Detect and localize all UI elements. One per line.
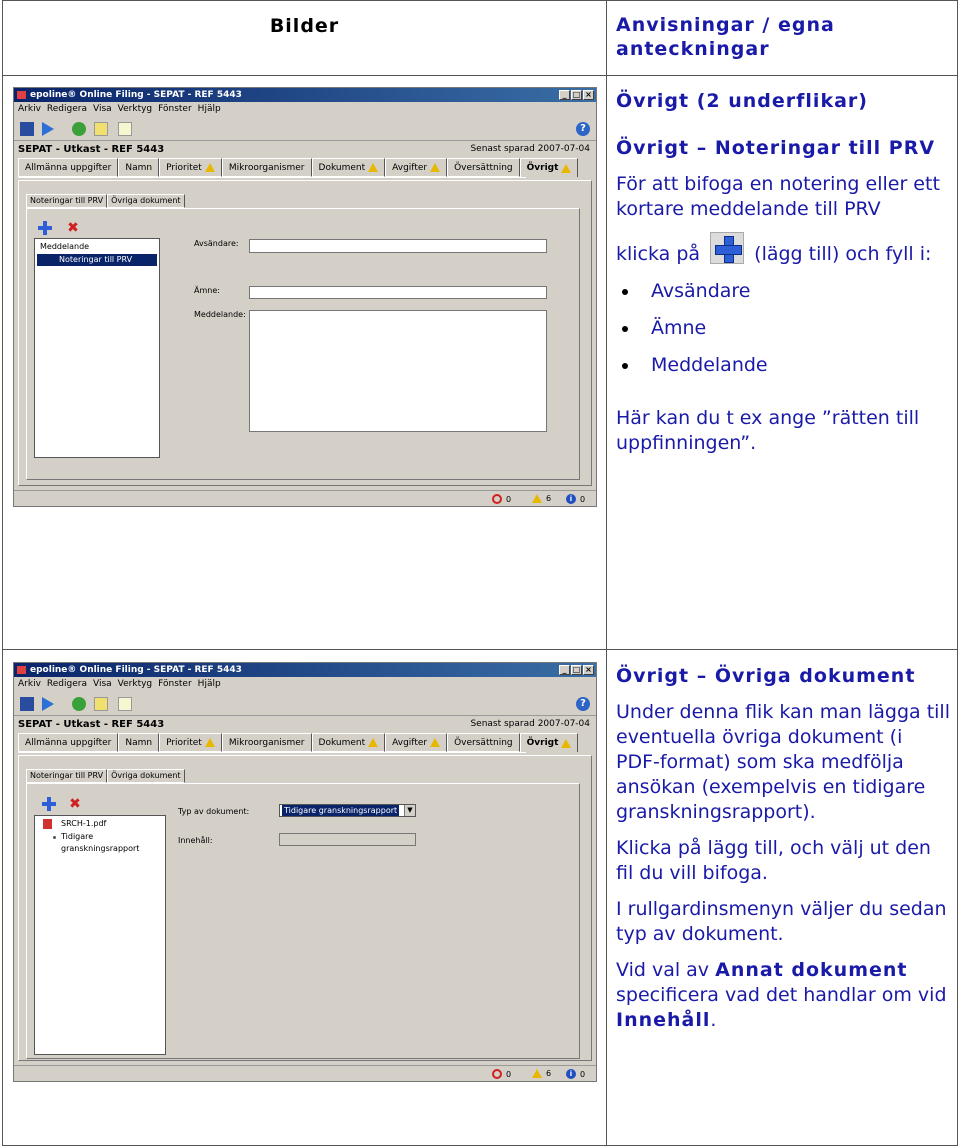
tab-priority[interactable] [159,733,222,752]
bullet-icon [53,836,56,839]
warning-count: 6 [546,1069,552,1078]
app-icon [17,91,26,99]
tab-other[interactable] [520,733,579,752]
tab-name[interactable] [118,158,159,177]
info-count: 0 [580,1069,586,1079]
status-info [566,494,585,504]
delete-icon[interactable]: ✖ [67,220,79,236]
check-icon[interactable] [72,122,86,136]
row1-instructions [616,89,951,456]
error-icon [492,494,502,504]
warning-icon [561,164,571,173]
screenshot-other-docs [13,662,597,1082]
tab-label: Namn [125,737,153,748]
row-divider [3,649,957,650]
tab-other[interactable] [520,158,579,177]
status-errors [492,1069,511,1079]
list-item: Avsändare [616,273,951,310]
tab-microorganisms[interactable] [222,733,312,752]
window-title: epoline® Online Filing - SEPAT - REF 5443 [30,90,242,100]
list-item[interactable]: Noteringar till PRV [37,254,157,266]
minimize-icon[interactable]: _ [559,665,570,675]
edit-icon[interactable] [118,122,132,136]
menu-item[interactable]: Fönster [158,104,192,114]
list-item-label: Tidigare granskningsrapport [61,832,140,853]
subject-label: Ämne: [194,286,220,295]
row1-heading2: Övrigt – Noteringar till PRV [616,137,936,159]
window-buttons [559,665,594,675]
row2-para2: Klicka på lägg till, och välj ut den fil du vill bifoga. [616,837,931,884]
tab-translation[interactable] [447,158,520,177]
close-icon[interactable]: × [583,665,594,675]
saved-date: Senast sparad 2007-07-04 [470,144,590,154]
save-icon[interactable] [20,697,34,711]
statusbar [14,1065,596,1081]
minimize-icon[interactable]: _ [559,90,570,100]
tab-name[interactable] [118,733,159,752]
para4-bold2: Innehåll [616,1009,711,1031]
play-icon[interactable] [42,697,54,711]
click-suffix: (lägg till) och fyll i: [754,243,932,265]
subtab-notes[interactable]: Noteringar till PRV [26,769,107,783]
close-icon[interactable]: × [583,90,594,100]
status-warnings [532,494,551,503]
para4-end: . [710,1009,717,1031]
row1-note: Här kan du t ex ange ”rätten till uppfinningen”. [616,407,920,454]
info-icon: i [566,494,576,504]
window-titlebar [14,663,596,677]
click-prefix: klicka på [616,243,701,265]
window-buttons [559,90,594,100]
subtab-notes[interactable]: Noteringar till PRV [26,194,107,208]
tab-label: Mikroorganismer [228,162,305,173]
add-plus-icon [710,232,744,264]
list-item[interactable]: Meddelande [40,242,90,251]
add-icon[interactable] [38,221,52,235]
warning-icon [430,163,440,172]
tab-microorganisms[interactable] [222,158,312,177]
list-item: Meddelande [616,347,951,384]
info-count: 0 [580,494,586,504]
error-count: 0 [506,494,512,504]
status-warnings [532,1069,551,1078]
message-label: Meddelande: [194,310,246,319]
tab-label: Dokument [318,737,366,748]
warning-icon [532,494,542,503]
menubar [14,678,596,691]
header-images: Bilder [269,15,340,37]
screenshot-notes [13,87,597,507]
warning-icon [532,1069,542,1078]
tab-label: Avgifter [392,162,428,173]
maximize-icon[interactable]: □ [572,665,581,674]
delete-icon[interactable]: ✖ [69,796,81,812]
note-icon[interactable] [94,122,108,136]
tab-general[interactable] [18,733,118,752]
row2-para1: Under denna flik kan man lägga till eventuella övriga dokument (i PDF-format) som ska medfölja ansökan (exempelvis en tidigare granskningsrapport). [616,701,950,823]
main-tabs [18,158,559,178]
notes-list[interactable] [34,238,160,458]
doc-title: SEPAT - Utkast - REF 5443 [18,719,165,730]
tab-label: Namn [125,162,153,173]
tab-label: Mikroorganismer [228,737,305,748]
menu-item[interactable]: Arkiv [18,104,41,114]
tab-label: Dokument [318,162,366,173]
tab-documents[interactable] [312,733,386,752]
doctype-label: Typ av dokument: [178,807,250,816]
play-icon[interactable] [42,122,54,136]
menu-item[interactable]: Redigera [46,679,87,689]
header-instructions: Anvisningar / egna anteckningar [616,14,835,60]
field-list [616,273,951,384]
toolbar [14,117,596,141]
help-icon[interactable]: ? [576,697,590,711]
list-item[interactable] [37,831,163,853]
tab-label: Prioritet [166,162,202,173]
header-divider [3,75,957,76]
error-icon [492,1069,502,1079]
row2-para3: I rullgardinsmenyn väljer du sedan typ av dokument. [616,898,947,945]
add-icon[interactable] [42,797,56,811]
list-item: Ämne [616,310,951,347]
menu-item[interactable]: Verktyg [117,104,153,114]
warning-icon [205,163,215,172]
doctype-selected: Tidigare granskningsrapport [284,806,398,815]
warning-icon [561,739,571,748]
column-divider [606,1,607,1145]
tab-general[interactable] [18,158,118,177]
tab-label: Övrigt [526,738,559,748]
tab-documents[interactable] [312,158,386,177]
info-icon: i [566,1069,576,1079]
warning-icon [205,738,215,747]
check-icon[interactable] [72,697,86,711]
row2-heading: Övrigt – Övriga dokument [616,665,916,687]
para4-bold1: Annat dokument [715,959,908,981]
tab-translation[interactable] [447,733,520,752]
content-label: Innehåll: [178,836,213,845]
tab-label: Övrigt [526,163,559,173]
saved-date: Senast sparad 2007-07-04 [470,719,590,729]
para4-mid: specificera vad det handlar om vid [616,984,947,1006]
tab-label: Översättning [454,162,513,173]
para4-prefix: Vid val av [616,959,710,981]
window-titlebar [14,88,596,102]
subject-input[interactable] [249,286,547,299]
tab-priority[interactable] [159,158,222,177]
menu-item[interactable]: Hjälp [197,104,221,114]
doc-title-bar [14,717,596,731]
warning-count: 6 [546,494,552,503]
save-icon[interactable] [20,122,34,136]
menu-item[interactable]: Arkiv [18,679,41,689]
menu-item[interactable]: Visa [92,679,112,689]
row1-click-text [616,232,951,267]
statusbar [14,490,596,506]
content-input[interactable] [279,833,416,846]
sender-label: Avsändare: [194,239,239,248]
error-count: 0 [506,1069,512,1079]
window-title: epoline® Online Filing - SEPAT - REF 5443 [30,665,242,675]
doctype-select[interactable] [279,804,416,817]
list-item-label: SRCH-1.pdf [61,819,107,828]
list-item[interactable] [37,818,163,830]
warning-icon [368,163,378,172]
tab-label: Allmänna uppgifter [25,162,112,173]
doc-title: SEPAT - Utkast - REF 5443 [18,144,165,155]
tab-label: Allmänna uppgifter [25,737,112,748]
row1-heading1: Övrigt (2 underflikar) [616,90,868,112]
menubar [14,103,596,116]
status-errors [492,494,511,504]
sub-tabs [26,769,185,783]
warning-icon [368,738,378,747]
status-info [566,1069,585,1079]
row2-para4 [616,958,951,1033]
subtab-other-docs[interactable]: Övriga dokument [107,769,184,783]
row1-intro: För att bifoga en notering eller ett kortare meddelande till PRV [616,173,940,220]
subtab-other-docs[interactable]: Övriga dokument [107,194,184,208]
tab-fees[interactable] [385,158,447,177]
tab-fees[interactable] [385,733,447,752]
documents-list[interactable] [34,815,166,1055]
warning-icon [430,738,440,747]
doc-title-bar [14,142,596,156]
help-icon[interactable]: ? [576,122,590,136]
message-textarea[interactable] [249,310,547,432]
sender-input[interactable] [249,239,547,253]
pdf-icon [43,819,52,829]
tab-label: Avgifter [392,737,428,748]
app-icon [17,666,26,674]
menu-item[interactable]: Redigera [46,104,87,114]
chevron-down-icon[interactable]: ▼ [404,805,415,816]
tab-label: Översättning [454,737,513,748]
menu-item[interactable]: Verktyg [117,679,153,689]
maximize-icon[interactable]: □ [572,90,581,99]
main-tabs [18,733,559,753]
edit-icon[interactable] [118,697,132,711]
note-icon[interactable] [94,697,108,711]
menu-item[interactable]: Visa [92,104,112,114]
menu-item[interactable]: Hjälp [197,679,221,689]
document-table [2,0,958,1146]
sub-tabs [26,194,185,208]
tab-label: Prioritet [166,737,202,748]
menu-item[interactable]: Fönster [158,679,192,689]
row2-instructions [616,664,951,1033]
toolbar [14,692,596,716]
